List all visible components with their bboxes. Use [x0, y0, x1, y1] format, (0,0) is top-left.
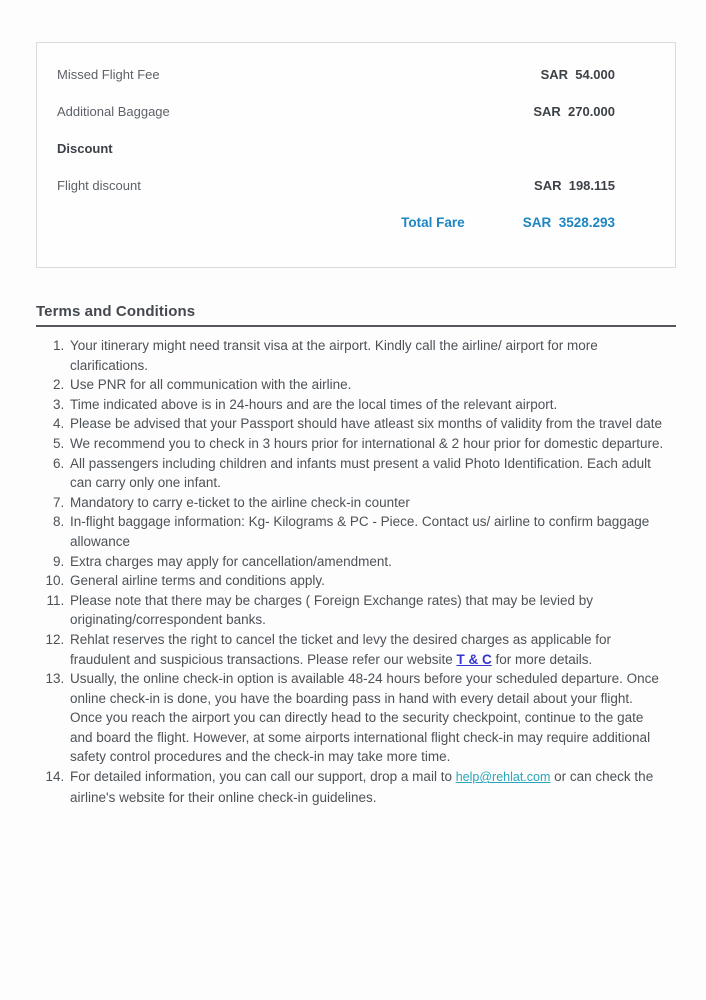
term-item-9: 9. Extra charges may apply for cancellation/amendment. [68, 552, 664, 572]
discount-section-header: Discount [57, 140, 113, 156]
total-fare-label: Total Fare [401, 214, 465, 230]
term-text: or can check the airline's website for their online check-in guidelines. [70, 769, 654, 805]
support-email-link[interactable]: help@rehlat.com [455, 770, 551, 785]
term-item-13: 13. Usually, the online check-in option is available 48-24 hours before your scheduled departure. Once online check-in is done, you have the boarding pass in hand with every detail about your flight. Once you reach the airport you can directly head to the security checkpoint, continue to the gate and board the flight. However, at some airports international flight check-in may require additional safety control procedures and the check-in may take more time. [68, 669, 664, 767]
terms-list [36, 336, 664, 807]
fare-row-additional-baggage [37, 101, 675, 121]
term-text: Rehlat reserves the right to cancel the ticket and levy the desired charges as applicable for fraudulent and suspicious transactions. Please refer our website [70, 631, 612, 667]
term-item-12 [68, 630, 664, 669]
fare-summary-box [36, 42, 676, 268]
fare-value: SAR 54.000 [540, 66, 615, 82]
term-item-6: 6. All passengers including children and infants must present a valid Photo Identification. Each adult can carry only one infant. [68, 454, 664, 493]
term-item-4: 4. Please be advised that your Passport should have atleast six months of validity from the travel date [68, 414, 664, 434]
term-item-8: 8. In-flight baggage information: Kg- Kilograms & PC - Piece. Contact us/ airline to confirm baggage allowance [68, 512, 664, 551]
term-item-3: 3. Time indicated above is in 24-hours and are the local times of the relevant airport. [68, 395, 664, 415]
fare-label: Flight discount [57, 177, 141, 193]
term-text: for more details. [491, 651, 593, 667]
heading-divider [36, 325, 676, 327]
term-item-11: 11. Please note that there may be charges ( Foreign Exchange rates) that may be levied by originating/correspondent banks. [68, 591, 664, 630]
total-fare-row [37, 212, 675, 232]
fare-section-discount [37, 138, 675, 158]
total-fare-value: SAR 3528.293 [522, 214, 615, 230]
term-item-14 [68, 767, 664, 807]
terms-heading: Terms and Conditions [36, 303, 196, 320]
term-text: For detailed information, you can call our support, drop a mail to [70, 769, 456, 785]
term-item-10: 10. General airline terms and conditions apply. [68, 571, 664, 591]
term-item-1: 1. Your itinerary might need transit visa at the airport. Kindly call the airline/ airport for more clarifications. [68, 336, 664, 375]
fare-label: Missed Flight Fee [57, 66, 160, 82]
fare-value: SAR 198.115 [534, 177, 615, 193]
terms-and-conditions-link[interactable]: T & C [456, 651, 492, 667]
terms-and-conditions-section [36, 303, 676, 807]
fare-row-missed-flight-fee [37, 64, 675, 84]
term-item-2: 2. Use PNR for all communication with the airline. [68, 375, 664, 395]
term-item-5: 5. We recommend you to check in 3 hours prior for international & 2 hour prior for domestic departure. [68, 434, 664, 454]
fare-row-flight-discount [37, 175, 675, 195]
fare-label: Additional Baggage [57, 103, 170, 119]
term-item-7: 7. Mandatory to carry e-ticket to the airline check-in counter [68, 493, 664, 513]
fare-value: SAR 270.000 [533, 103, 615, 119]
